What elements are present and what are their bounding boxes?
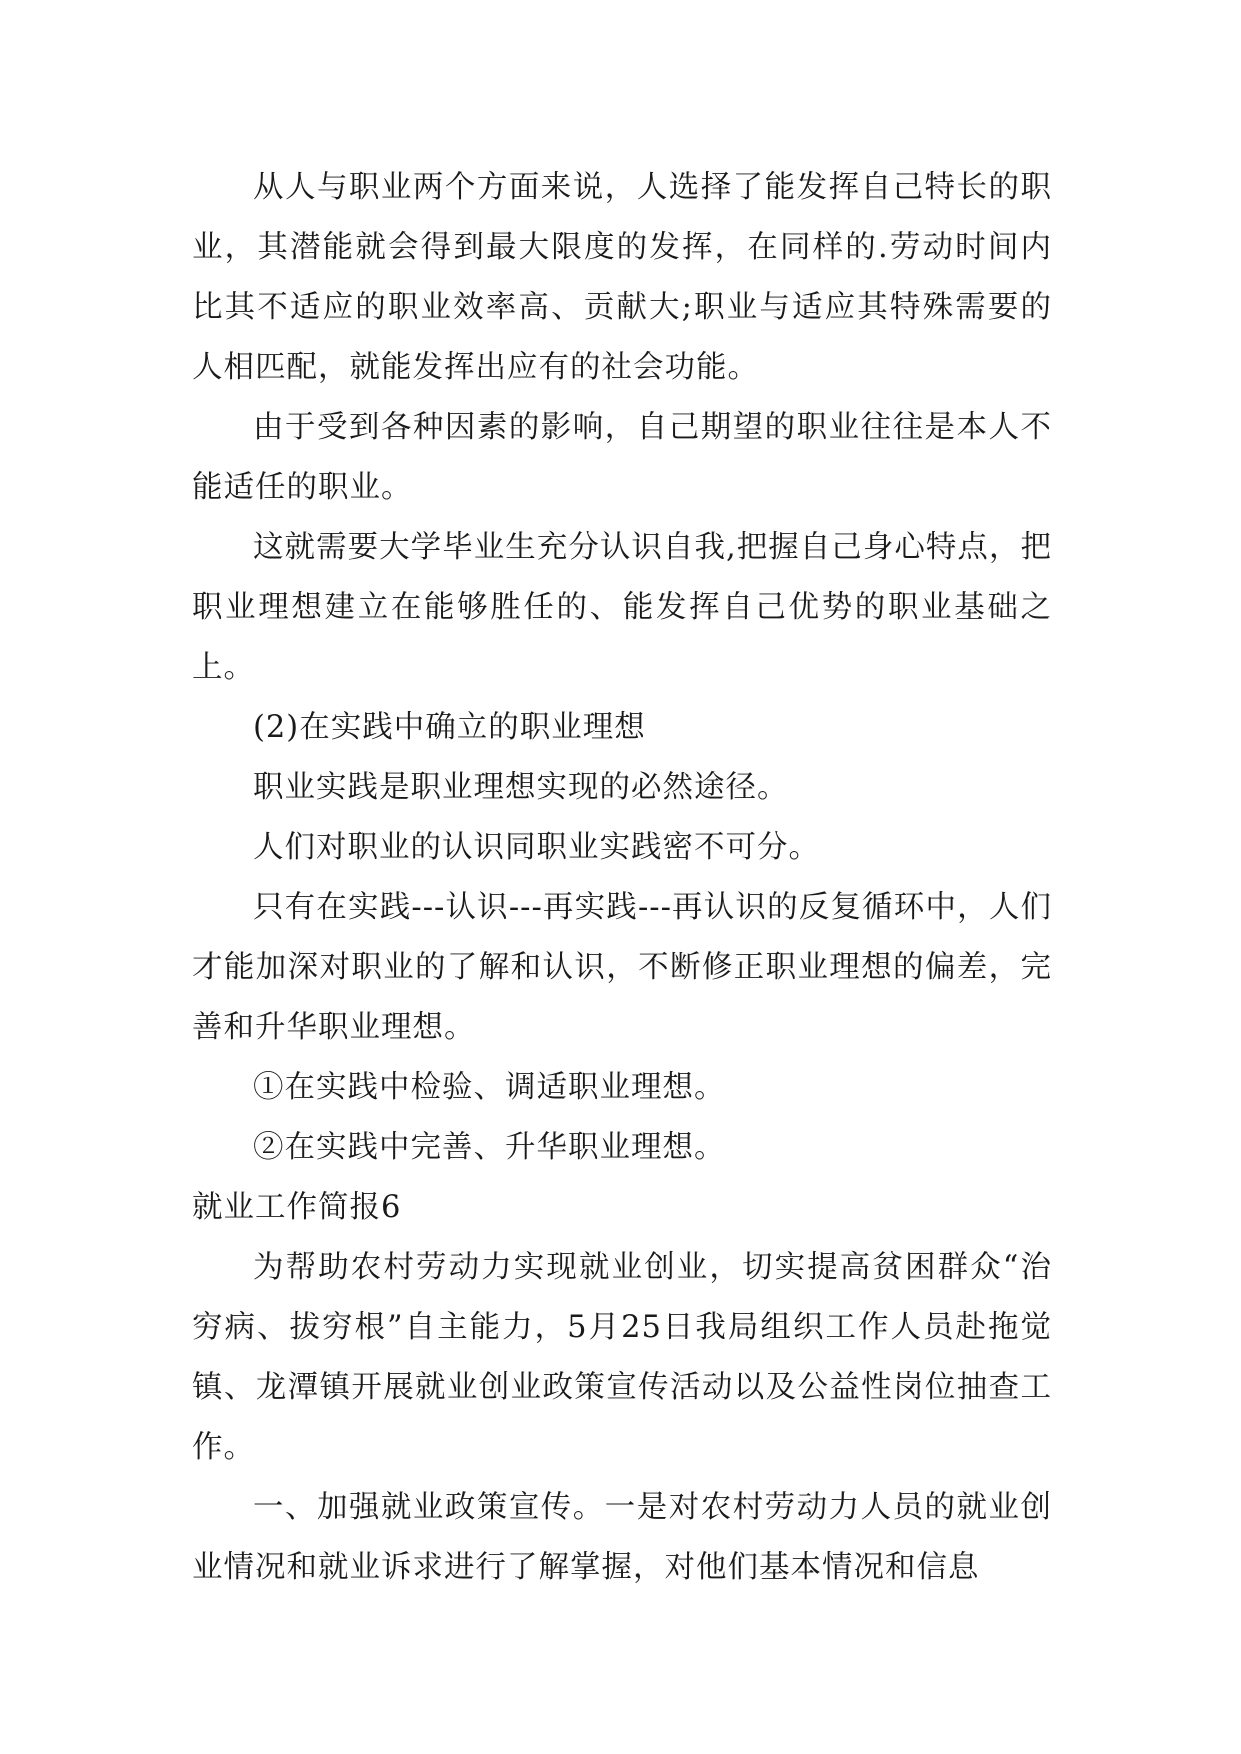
document-body [192,158,1052,1598]
paragraph: 这就需要大学毕业生充分认识自我,把握自己身心特点，把职业理想建立在能够胜任的、能发挥自己优势的职业基础之上。 [192,530,1052,685]
paragraph: 由于受到各种因素的影响，自己期望的职业往往是本人不能适任的职业。 [192,410,1052,505]
paragraph: 从人与职业两个方面来说，人选择了能发挥自己特长的职业，其潜能就会得到最大限度的发挥，在同样的.劳动时间内比其不适应的职业效率高、贡献大;职业与适应其特殊需要的人相匹配，就能发挥出应有的社会功能。 [192,170,1052,385]
list-item: ①在实践中检验、调适职业理想。 [253,1070,726,1105]
paragraph: 一、加强就业政策宣传。一是对农村劳动力人员的就业创业情况和就业诉求进行了解掌握，对他们基本情况和信息 [192,1490,1052,1585]
paragraph: 职业实践是职业理想实现的必然途径。 [253,770,789,805]
paragraph: 为帮助农村劳动力实现就业创业，切实提高贫困群众“治穷病、拔穷根”自主能力，5月25日我局组织工作人员赴拖觉镇、龙潭镇开展就业创业政策宣传活动以及公益性岗位抽查工作。 [192,1250,1052,1465]
paragraph: 只有在实践---认识---再实践---再认识的反复循环中，人们才能加深对职业的了解和认识，不断修正职业理想的偏差，完善和升华职业理想。 [192,890,1052,1045]
subheading: (2)在实践中确立的职业理想 [253,710,646,745]
paragraph: 人们对职业的认识同职业实践密不可分。 [253,830,820,865]
section-title: 就业工作简报6 [192,1190,402,1225]
list-item: ②在实践中完善、升华职业理想。 [253,1130,726,1165]
